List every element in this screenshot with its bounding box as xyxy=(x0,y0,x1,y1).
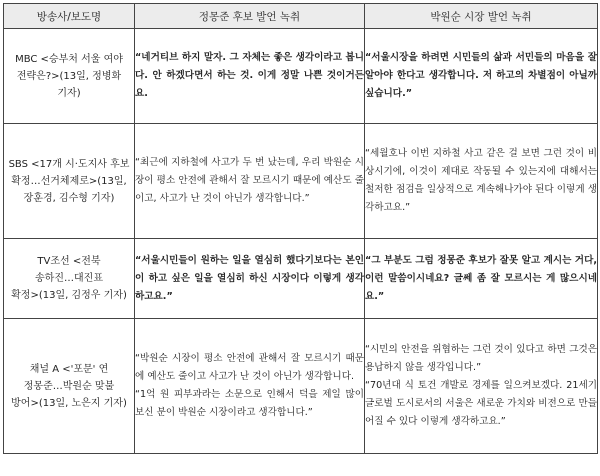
chung-quote-cell xyxy=(135,29,365,124)
table-row xyxy=(4,239,598,319)
source-line: SBS <17개 시·도지사 후보 xyxy=(8,158,130,170)
header-park-quotes: 박원순 시장 발언 녹취 xyxy=(365,4,598,29)
source-line: 기자) xyxy=(57,87,81,99)
broadcast-source xyxy=(4,239,135,319)
broadcast-source xyxy=(4,124,135,239)
header-chung-quotes: 정몽준 후보 발언 녹취 xyxy=(135,4,365,29)
broadcast-source xyxy=(4,29,135,124)
quote-comparison-table xyxy=(3,3,598,454)
source-line: 방어>(13일, 노은지 기자) xyxy=(11,397,127,409)
source-line: 전략은?>(13일, 정병화 xyxy=(16,70,122,82)
table-row xyxy=(4,319,598,454)
source-line: 장훈경, 김수형 기자) xyxy=(23,192,115,204)
source-line: 확정>(13일, 김정우 기자) xyxy=(11,290,127,301)
park-quote: “서울시장을 하려면 시민들의 삶과 서민들의 마음을 잘 알아야 한다고 생각합니다. 저 하고의 차별점이 아닐까 싶습니다.” xyxy=(365,52,597,99)
source-line: 정몽준…박원순 맞불 xyxy=(23,380,115,392)
park-quote-cell xyxy=(365,29,598,124)
header-source: 방송사/보도명 xyxy=(4,4,135,29)
chung-quote: “네거티브 하지 말자. 그 자체는 좋은 생각이라고 봅니다. 안 하겠다면서 하는 것. 이게 정말 나쁜 것이거든요. xyxy=(135,52,364,99)
source-line: MBC <승부처 서울 여야 xyxy=(15,53,123,65)
chung-quote-cell xyxy=(135,319,365,454)
park-quote: “70년대 식 토건 개발로 경제를 일으켜보겠다. 21세기 글로벌 도시로서의 서울은 새로운 가치와 비전으로 만들어질 수 있다 이렇게 생각하고요.” xyxy=(365,380,597,427)
park-quote-cell xyxy=(365,124,598,239)
park-quote-cell xyxy=(365,319,598,454)
table-header-row xyxy=(4,4,598,29)
park-quote: “세월호나 이번 지하철 사고 같은 걸 보면 그런 것이 비상시기에, 이것이 제대로 작동될 수 있는지에 대해서는 철저한 점검을 일상적으로 계속해나가야 된다 이렇게 생각하고요.” xyxy=(365,148,597,213)
park-quote-cell xyxy=(365,239,598,319)
table-row xyxy=(4,124,598,239)
chung-quote: “최근에 지하철에 사고가 두 번 났는데, 우리 박원순 시장이 평소 안전에 관해서 잘 모르시기 때문에 예산도 줄이고, 사고가 난 것이 아닌가 생각합니다.” xyxy=(135,157,364,204)
table-row xyxy=(4,29,598,124)
source-line: TV조선 <전북 xyxy=(37,256,101,267)
chung-quote-cell xyxy=(135,124,365,239)
source-line: 확정…선거체제로>(13일, xyxy=(11,175,127,187)
chung-quote: “1억 원 피부과라는 소문으로 인해서 덕을 제일 많이 보신 분이 박원순 시장이라고 생각합니다.” xyxy=(135,389,364,418)
park-quote: “시민의 안전을 위협하는 그런 것이 있다고 하면 그것은 용납하지 않을 생각입니다.” xyxy=(365,344,597,373)
broadcast-source xyxy=(4,319,135,454)
chung-quote: “박원순 시장이 평소 안전에 관해서 잘 모르시기 때문에 예산도 줄이고 사고가 난 것이 아닌가 생각합니다. xyxy=(135,353,364,382)
source-line: 송하진…대진표 xyxy=(35,273,103,284)
chung-quote-cell xyxy=(135,239,365,319)
chung-quote: “서울시민들이 원하는 일을 열심히 했다기보다는 본인이 하고 싶은 일을 열심히 하신 시장이다 이렇게 생각하고요.” xyxy=(135,254,364,302)
source-line: 채널 A <'포문' 연 xyxy=(29,363,109,375)
park-quote: “그 부분도 그럼 정몽준 후보가 잘못 알고 계시는 거다, 이런 말씀이시네요? 글쎄 좀 잘 모르시는 게 많으시네요.” xyxy=(365,254,597,302)
